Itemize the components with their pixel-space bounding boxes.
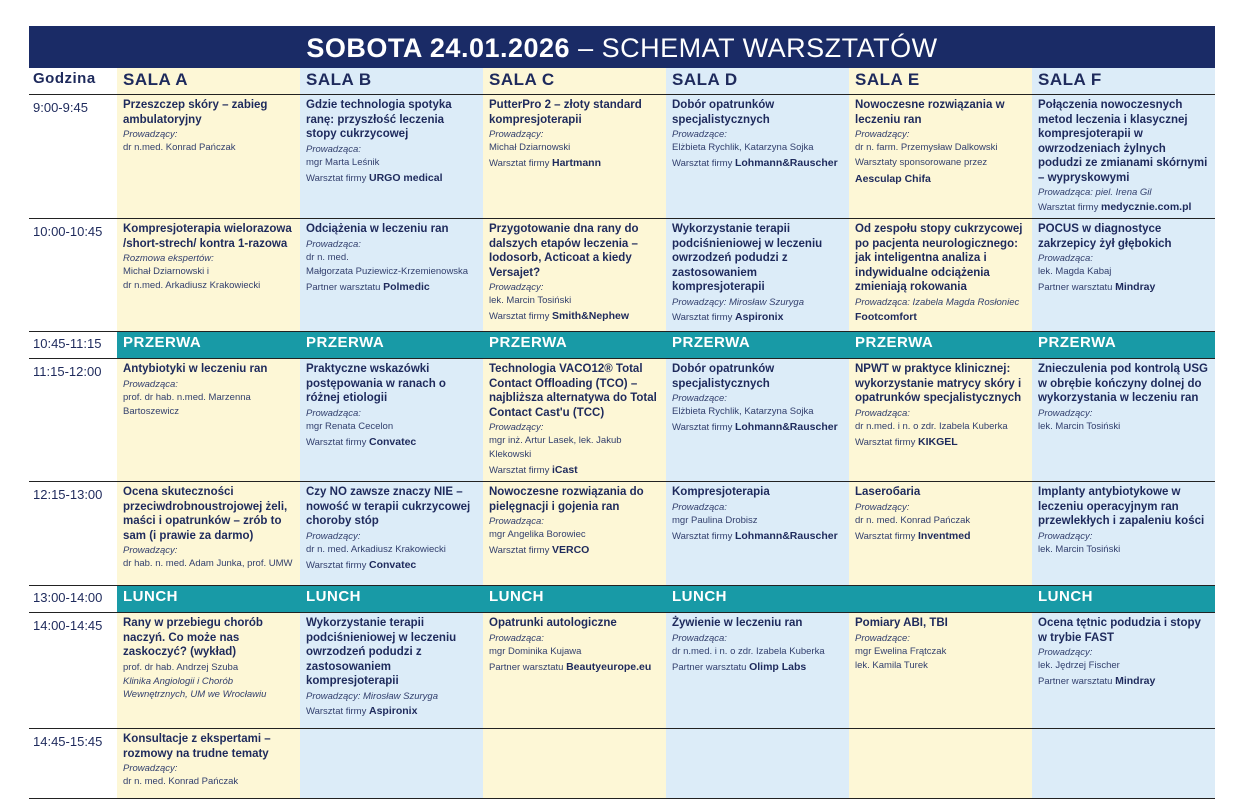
leader-label: Prowadząca: <box>306 238 361 250</box>
workshop-label: Partner warsztatu <box>489 661 567 673</box>
session-title: Praktyczne wskazówki postępowania w ranach o różnej etiologii <box>306 363 446 404</box>
leader-name: dr n. med. Arkadiusz Krakowiecki <box>306 543 446 555</box>
workshop-info <box>489 462 660 479</box>
leader-name: mgr Dominika Kujawa <box>489 645 582 657</box>
session-title: NPWT w praktyce klinicznej: wykorzystanie matrycy skóry i opatrunków specjalistycznych <box>855 363 1022 404</box>
leader-label: Prowadzący: <box>489 282 544 293</box>
session-cell[interactable] <box>117 613 300 729</box>
leader-name: mgr Angelika Borowiec <box>489 529 586 540</box>
leader-label: Prowadzący: Mirosław Szuryga <box>672 296 804 308</box>
session-title: Od zespołu stopy cukrzycowej po pacjenta neurologicznego: jak inteligentna analiza i indywidualne odciążenia zmieniają rokowania <box>855 223 1023 293</box>
break-empty <box>849 586 1032 613</box>
workshop-info <box>306 279 477 296</box>
workshop-label: Warsztat firmy <box>489 311 552 322</box>
leader-name: dr hab. n. med. Adam Junka, prof. UMW <box>123 558 293 569</box>
title-rest: – SCHEMAT WARSZTATÓW <box>570 33 938 63</box>
session-cell[interactable] <box>483 482 666 586</box>
break-label: PRZERWA <box>1032 332 1215 359</box>
break-row <box>29 332 1215 359</box>
workshop-label: Warsztat firmy <box>672 530 735 542</box>
page-title <box>29 26 1215 68</box>
leader-label: Prowadząca: <box>672 501 727 513</box>
leader-label: Prowadzący: <box>1038 647 1093 658</box>
workshop-info <box>1038 279 1209 296</box>
sponsor-name[interactable]: Lohmann&Rauscher <box>734 529 838 542</box>
workshop-label: Warsztat firmy <box>855 436 918 448</box>
leader-label: Prowadząca: <box>306 143 361 155</box>
leader-name: Michał Dziarnowski <box>489 142 571 153</box>
table-row <box>29 729 1215 799</box>
break-label: LUNCH <box>300 586 483 613</box>
break-label: PRZERWA <box>666 332 849 359</box>
session-cell[interactable] <box>666 95 849 219</box>
session-cell[interactable] <box>300 613 483 729</box>
leader-label: Prowadząca: Izabela Magda Rosłoniec <box>855 296 1020 308</box>
sponsor-name[interactable]: VERCO <box>551 544 590 556</box>
sponsor-name[interactable]: Convatec <box>368 558 417 571</box>
empty-cell <box>1032 729 1215 799</box>
sponsor-name[interactable]: Olimp Labs <box>749 660 807 673</box>
workshop-info <box>672 309 843 326</box>
title-date: SOBOTA 24.01.2026 <box>306 33 571 63</box>
leader-name: Elżbieta Rychlik, Katarzyna Sojka <box>672 406 814 417</box>
table-row <box>29 482 1215 586</box>
workshop-label: Partner warsztatu <box>306 281 384 293</box>
workshop-label: Warsztat firmy <box>672 158 735 169</box>
column-header-sala-b: SALA B <box>300 68 483 95</box>
time-slot: 14:00-14:45 <box>29 613 117 729</box>
break-row <box>29 586 1215 613</box>
column-header-sala-e: SALA E <box>849 68 1032 95</box>
leader-label: Prowadząca: <box>1038 253 1093 264</box>
break-label: LUNCH <box>666 586 849 613</box>
leader-label: Prowadzący: <box>1038 530 1093 542</box>
empty-cell <box>483 729 666 799</box>
sponsor-name[interactable]: URGO medical <box>368 171 443 184</box>
leader-label: Prowadzący: <box>489 129 544 140</box>
workshop-label: Warsztaty sponsorowane przez <box>855 157 988 168</box>
leader-label: Prowadzący: <box>123 545 178 556</box>
workshop-label: Warsztat firmy <box>489 465 552 476</box>
session-cell[interactable] <box>849 613 1032 729</box>
empty-cell <box>666 729 849 799</box>
session-cell[interactable] <box>666 359 849 482</box>
session-title: Laseroбaria <box>855 486 921 498</box>
leader-label: Prowadząca: piel. Irena Gil <box>1038 187 1152 198</box>
session-cell[interactable] <box>300 95 483 219</box>
workshop-info <box>489 542 660 559</box>
workshop-info <box>672 528 843 545</box>
empty-cell <box>300 729 483 799</box>
session-title: Wykorzystanie terapii podciśnieniowej w leczeniu owrzodzeń podudzi z zastosowaniem kompresjoterapii <box>306 617 457 687</box>
break-label: PRZERWA <box>483 332 666 359</box>
session-cell[interactable] <box>117 482 300 586</box>
time-slot: 13:00-14:00 <box>29 586 117 613</box>
sponsor-name[interactable]: Convatec <box>368 435 417 448</box>
leader-name: dr n.med. Arkadiusz Krakowiecki <box>123 280 261 291</box>
sponsor-name[interactable]: Mindray <box>1115 675 1156 687</box>
leader-name: mgr inż. Artur Lasek, lek. Jakub Klekowski <box>489 435 622 460</box>
session-cell[interactable] <box>666 219 849 332</box>
workshop-info <box>306 434 477 451</box>
leader-name: lek. Marcin Tosiński <box>1038 420 1121 432</box>
session-cell[interactable] <box>1032 359 1215 482</box>
break-label: PRZERWA <box>117 332 300 359</box>
workshop-label: Warsztat firmy <box>1038 202 1101 213</box>
session-title: Opatrunki autologiczne <box>489 617 617 629</box>
leader-name: mgr Renata Cecelon <box>306 420 394 432</box>
session-title: Konsultacje z ekspertami – rozmowy na trudne tematy <box>123 733 271 760</box>
header-row <box>29 68 1215 95</box>
leader-name: lek. Marcin Tosiński <box>489 295 572 306</box>
session-title: Ocena skuteczności przeciwdrobnoustrojowej żeli, maści i opatrunków – zrób to sam (i prawie za darmo) <box>123 486 288 542</box>
empty-cell <box>849 729 1032 799</box>
workshop-info <box>489 308 660 325</box>
sponsor-name[interactable]: Aspironix <box>368 704 418 717</box>
workshop-info <box>1038 199 1209 216</box>
session-cell[interactable] <box>117 729 300 799</box>
session-title: Nowoczesne rozwiązania do pielęgnacji i gojenia ran <box>489 486 644 513</box>
workshop-info <box>306 170 477 187</box>
sponsor-name[interactable]: Beautyeurope.eu <box>566 660 652 673</box>
sponsor-name[interactable]: iCast <box>551 464 578 476</box>
workshop-info <box>855 309 1026 326</box>
leader-label: Prowadząca: <box>489 632 544 644</box>
workshop-label: Warsztat firmy <box>855 530 918 542</box>
sponsor-name[interactable]: Polmedic <box>383 280 430 293</box>
session-cell[interactable] <box>849 219 1032 332</box>
session-cell[interactable] <box>483 219 666 332</box>
column-header-sala-c: SALA C <box>483 68 666 95</box>
sponsor-name[interactable]: Inventmed <box>917 529 971 542</box>
session-title: Nowoczesne rozwiązania w leczeniu ran <box>855 99 1005 126</box>
workshop-label: Warsztat firmy <box>306 559 369 571</box>
workshop-label: Warsztat firmy <box>306 705 369 717</box>
session-cell[interactable] <box>300 219 483 332</box>
break-label: LUNCH <box>1032 586 1215 613</box>
leader-name: prof. dr hab. Andrzej Szuba <box>123 661 239 673</box>
session-title: Przeszczep skóry – zabieg ambulatoryjny <box>123 99 268 126</box>
workshop-info <box>306 557 477 574</box>
workshop-label: Warsztat firmy <box>306 172 369 184</box>
session-cell[interactable] <box>849 95 1032 219</box>
session-title: Antybiotyki w leczeniu ran <box>123 363 268 375</box>
session-cell[interactable] <box>483 95 666 219</box>
schedule-body <box>29 95 1215 799</box>
session-title: Czy NO zawsze znaczy NIE – nowość w terapii cukrzycowej choroby stóp <box>306 486 471 527</box>
table-row <box>29 95 1215 219</box>
time-slot: 10:45-11:15 <box>29 332 117 359</box>
time-slot: 11:15-12:00 <box>29 359 117 482</box>
leader-name: dr n.med. Konrad Pańczak <box>123 142 236 153</box>
workshop-info <box>489 659 660 676</box>
session-title: PutterPro 2 – złoty standard kompresjoterapii <box>489 99 642 126</box>
sponsor-name[interactable]: KIKGEL <box>917 435 958 448</box>
leader-label: Prowadząca: <box>672 632 727 644</box>
workshop-info <box>306 703 477 720</box>
session-title: Ocena tętnic podudzia i stopy w trybie FAST <box>1038 617 1201 644</box>
session-title: Połączenia nowoczesnych metod leczenia i klasycznej kompresjoterapii w owrzodzeniach żylnych podudzi ze zmianami skórnymi – wypryskowymi <box>1038 99 1208 184</box>
leader-name: lek. Magda Kabaj <box>1038 266 1112 277</box>
leader-name: mgr Ewelina Frątczak <box>855 645 947 657</box>
leader-name: lek. Marcin Tosiński <box>1038 543 1121 555</box>
workshop-info <box>672 155 843 172</box>
session-cell[interactable] <box>1032 613 1215 729</box>
leader-label: Prowadząca: <box>489 516 544 527</box>
session-cell[interactable] <box>1032 482 1215 586</box>
workshop-info <box>672 419 843 436</box>
workshop-label: Partner warsztatu <box>1038 676 1116 687</box>
leader-label: Prowadzący: <box>855 501 910 513</box>
leader-label: Prowadzące: <box>672 393 727 404</box>
column-header-sala-f: SALA F <box>1032 68 1215 95</box>
session-cell[interactable] <box>483 359 666 482</box>
sponsor-name[interactable]: Footcomfort <box>855 310 917 323</box>
leader-label: Rozmowa ekspertów: <box>123 253 214 264</box>
table-row <box>29 219 1215 332</box>
session-title: Przygotowanie dna rany do dalszych etapów leczenia – Iodosorb, Acticoat a kiedy Versajet? <box>489 223 639 279</box>
session-title: Znieczulenia pod kontrolą USG w obrębie kończyny dolnej do wykorzystania w leczeniu ran <box>1038 363 1208 404</box>
leader-label: Prowadzące: <box>672 129 727 140</box>
workshop-info <box>1038 673 1209 690</box>
session-cell[interactable] <box>300 359 483 482</box>
leader-name: lek. Jędrzej Fischer <box>1038 660 1120 671</box>
workshop-label: Warsztat firmy <box>489 545 552 556</box>
leader-label: Prowadzący: <box>1038 407 1093 419</box>
leader-name: Elżbieta Rychlik, Katarzyna Sojka <box>672 142 814 153</box>
session-cell[interactable] <box>117 219 300 332</box>
workshop-info <box>855 434 1026 451</box>
leader-name: dr n. farm. Przemysław Dalkowski <box>855 142 998 153</box>
session-title: Pomiary ABI, TBI <box>855 617 948 629</box>
sponsor-name[interactable]: Hartmann <box>551 157 601 169</box>
session-cell[interactable] <box>483 613 666 729</box>
sponsor-name[interactable]: Aspironix <box>734 310 784 323</box>
workshop-info <box>855 155 1026 187</box>
session-title: Kompresjoterapia <box>672 486 770 498</box>
leader-label: Prowadzący: <box>123 763 178 774</box>
workshop-label: Warsztat firmy <box>672 422 735 433</box>
session-title: Wykorzystanie terapii podciśnieniowej w leczeniu owrzodzeń podudzi z zastosowaniem kompresjoterapii <box>672 223 823 293</box>
session-cell[interactable] <box>117 359 300 482</box>
sponsor-name[interactable]: medycznie.com.pl <box>1100 201 1192 213</box>
leader-label: Prowadzący: <box>123 129 178 140</box>
workshop-label: Warsztat firmy <box>306 436 369 448</box>
session-title: Odciążenia w leczeniu ran <box>306 223 449 235</box>
session-title: POCUS w diagnostyce zakrzepicy żył głębokich <box>1038 223 1172 250</box>
leader-label: Prowadzące: <box>855 632 910 644</box>
session-cell[interactable] <box>666 482 849 586</box>
table-row <box>29 613 1215 729</box>
session-title: Dobór opatrunków specjalistycznych <box>672 99 775 126</box>
sponsor-name[interactable]: Smith&Nephew <box>551 310 629 322</box>
leader-name: dr n. med. <box>306 251 349 263</box>
time-slot: 14:45-15:45 <box>29 729 117 799</box>
table-row <box>29 359 1215 482</box>
leader-label: Prowadzący: <box>306 530 361 542</box>
time-slot: 10:00-10:45 <box>29 219 117 332</box>
session-cell[interactable] <box>1032 219 1215 332</box>
leader-name: prof. dr hab. n.med. Marzenna Bartoszewicz <box>123 391 251 417</box>
leader-name: mgr Marta Leśnik <box>306 156 380 168</box>
column-header-sala-d: SALA D <box>666 68 849 95</box>
sponsor-name[interactable]: Lohmann&Rauscher <box>734 157 838 169</box>
workshop-label: Warsztat firmy <box>672 311 735 323</box>
workshop-label: Warsztat firmy <box>489 158 552 169</box>
session-title: Gdzie technologia spotyka ranę: przyszłość leczenia stopy cukrzycowej <box>306 99 452 140</box>
session-cell[interactable] <box>849 482 1032 586</box>
session-cell[interactable] <box>666 613 849 729</box>
leader-name: Michał Dziarnowski i <box>123 266 210 277</box>
leader-name: mgr Paulina Drobisz <box>672 514 758 526</box>
workshop-label: Partner warsztatu <box>1038 282 1116 293</box>
session-title: Żywienie w leczeniu ran <box>672 617 803 629</box>
workshop-label: Partner warsztatu <box>672 661 750 673</box>
sponsor-name[interactable]: Mindray <box>1115 281 1156 293</box>
leader-name: Małgorzata Puziewicz-Krzemienowska <box>306 265 469 277</box>
session-cell[interactable] <box>849 359 1032 482</box>
leader-name: dr n. med. Konrad Pańczak <box>123 776 239 787</box>
leader-name: lek. Kamila Turek <box>855 659 928 671</box>
session-title: Kompresjoterapia wielorazowa /short-strech/ kontra 1-razowa <box>123 223 292 250</box>
schedule-table <box>29 68 1215 799</box>
leader-name: dr n.med. i n. o zdr. Izabela Kuberka <box>672 645 825 657</box>
session-title: Dobór opatrunków specjalistycznych <box>672 363 775 390</box>
break-label: LUNCH <box>117 586 300 613</box>
leader-label: Prowadząca: <box>855 407 910 419</box>
workshop-info <box>672 659 843 676</box>
sponsor-name[interactable]: Aesculap Chifa <box>855 173 931 185</box>
time-slot: 9:00-9:45 <box>29 95 117 219</box>
session-title: Implanty antybiotykowe w leczeniu operacyjnym ran przewlekłych i zapaleniu kości <box>1038 486 1205 527</box>
leader-name: dr n.med. i n. o zdr. Izabela Kuberka <box>855 420 1008 432</box>
leader-label: Prowadząca: <box>123 378 178 390</box>
break-label: PRZERWA <box>300 332 483 359</box>
leader-label: Prowadzący: <box>489 422 544 433</box>
break-label: LUNCH <box>483 586 666 613</box>
time-slot: 12:15-13:00 <box>29 482 117 586</box>
session-title: Rany w przebiegu chorób naczyń. Co może nas zaskoczyć? (wykład) <box>123 617 263 658</box>
leader-label: Prowadzący: <box>855 129 910 140</box>
sponsor-name[interactable]: Lohmann&Rauscher <box>734 421 838 433</box>
leader-name: dr n. med. Konrad Pańczak <box>855 514 971 526</box>
leader-label: Prowadząca: <box>306 407 361 419</box>
leader-label: Prowadzący: Mirosław Szuryga <box>306 690 438 702</box>
session-cell[interactable] <box>117 95 300 219</box>
session-title: Technologia VACO12® Total Contact Offloading (TCO) – najbliższa alternatywa do Total Contact Cast'u (TCC) <box>489 363 657 419</box>
column-header-sala-a: SALA A <box>117 68 300 95</box>
session-cell[interactable] <box>300 482 483 586</box>
break-label: PRZERWA <box>849 332 1032 359</box>
workshop-info <box>855 528 1026 545</box>
column-header-time: Godzina <box>29 68 117 95</box>
session-cell[interactable] <box>1032 95 1215 219</box>
affiliation: Klinika Angiologii i Chorób Wewnętrznych, UM we Wrocławiu <box>123 675 267 700</box>
workshop-info <box>489 155 660 172</box>
